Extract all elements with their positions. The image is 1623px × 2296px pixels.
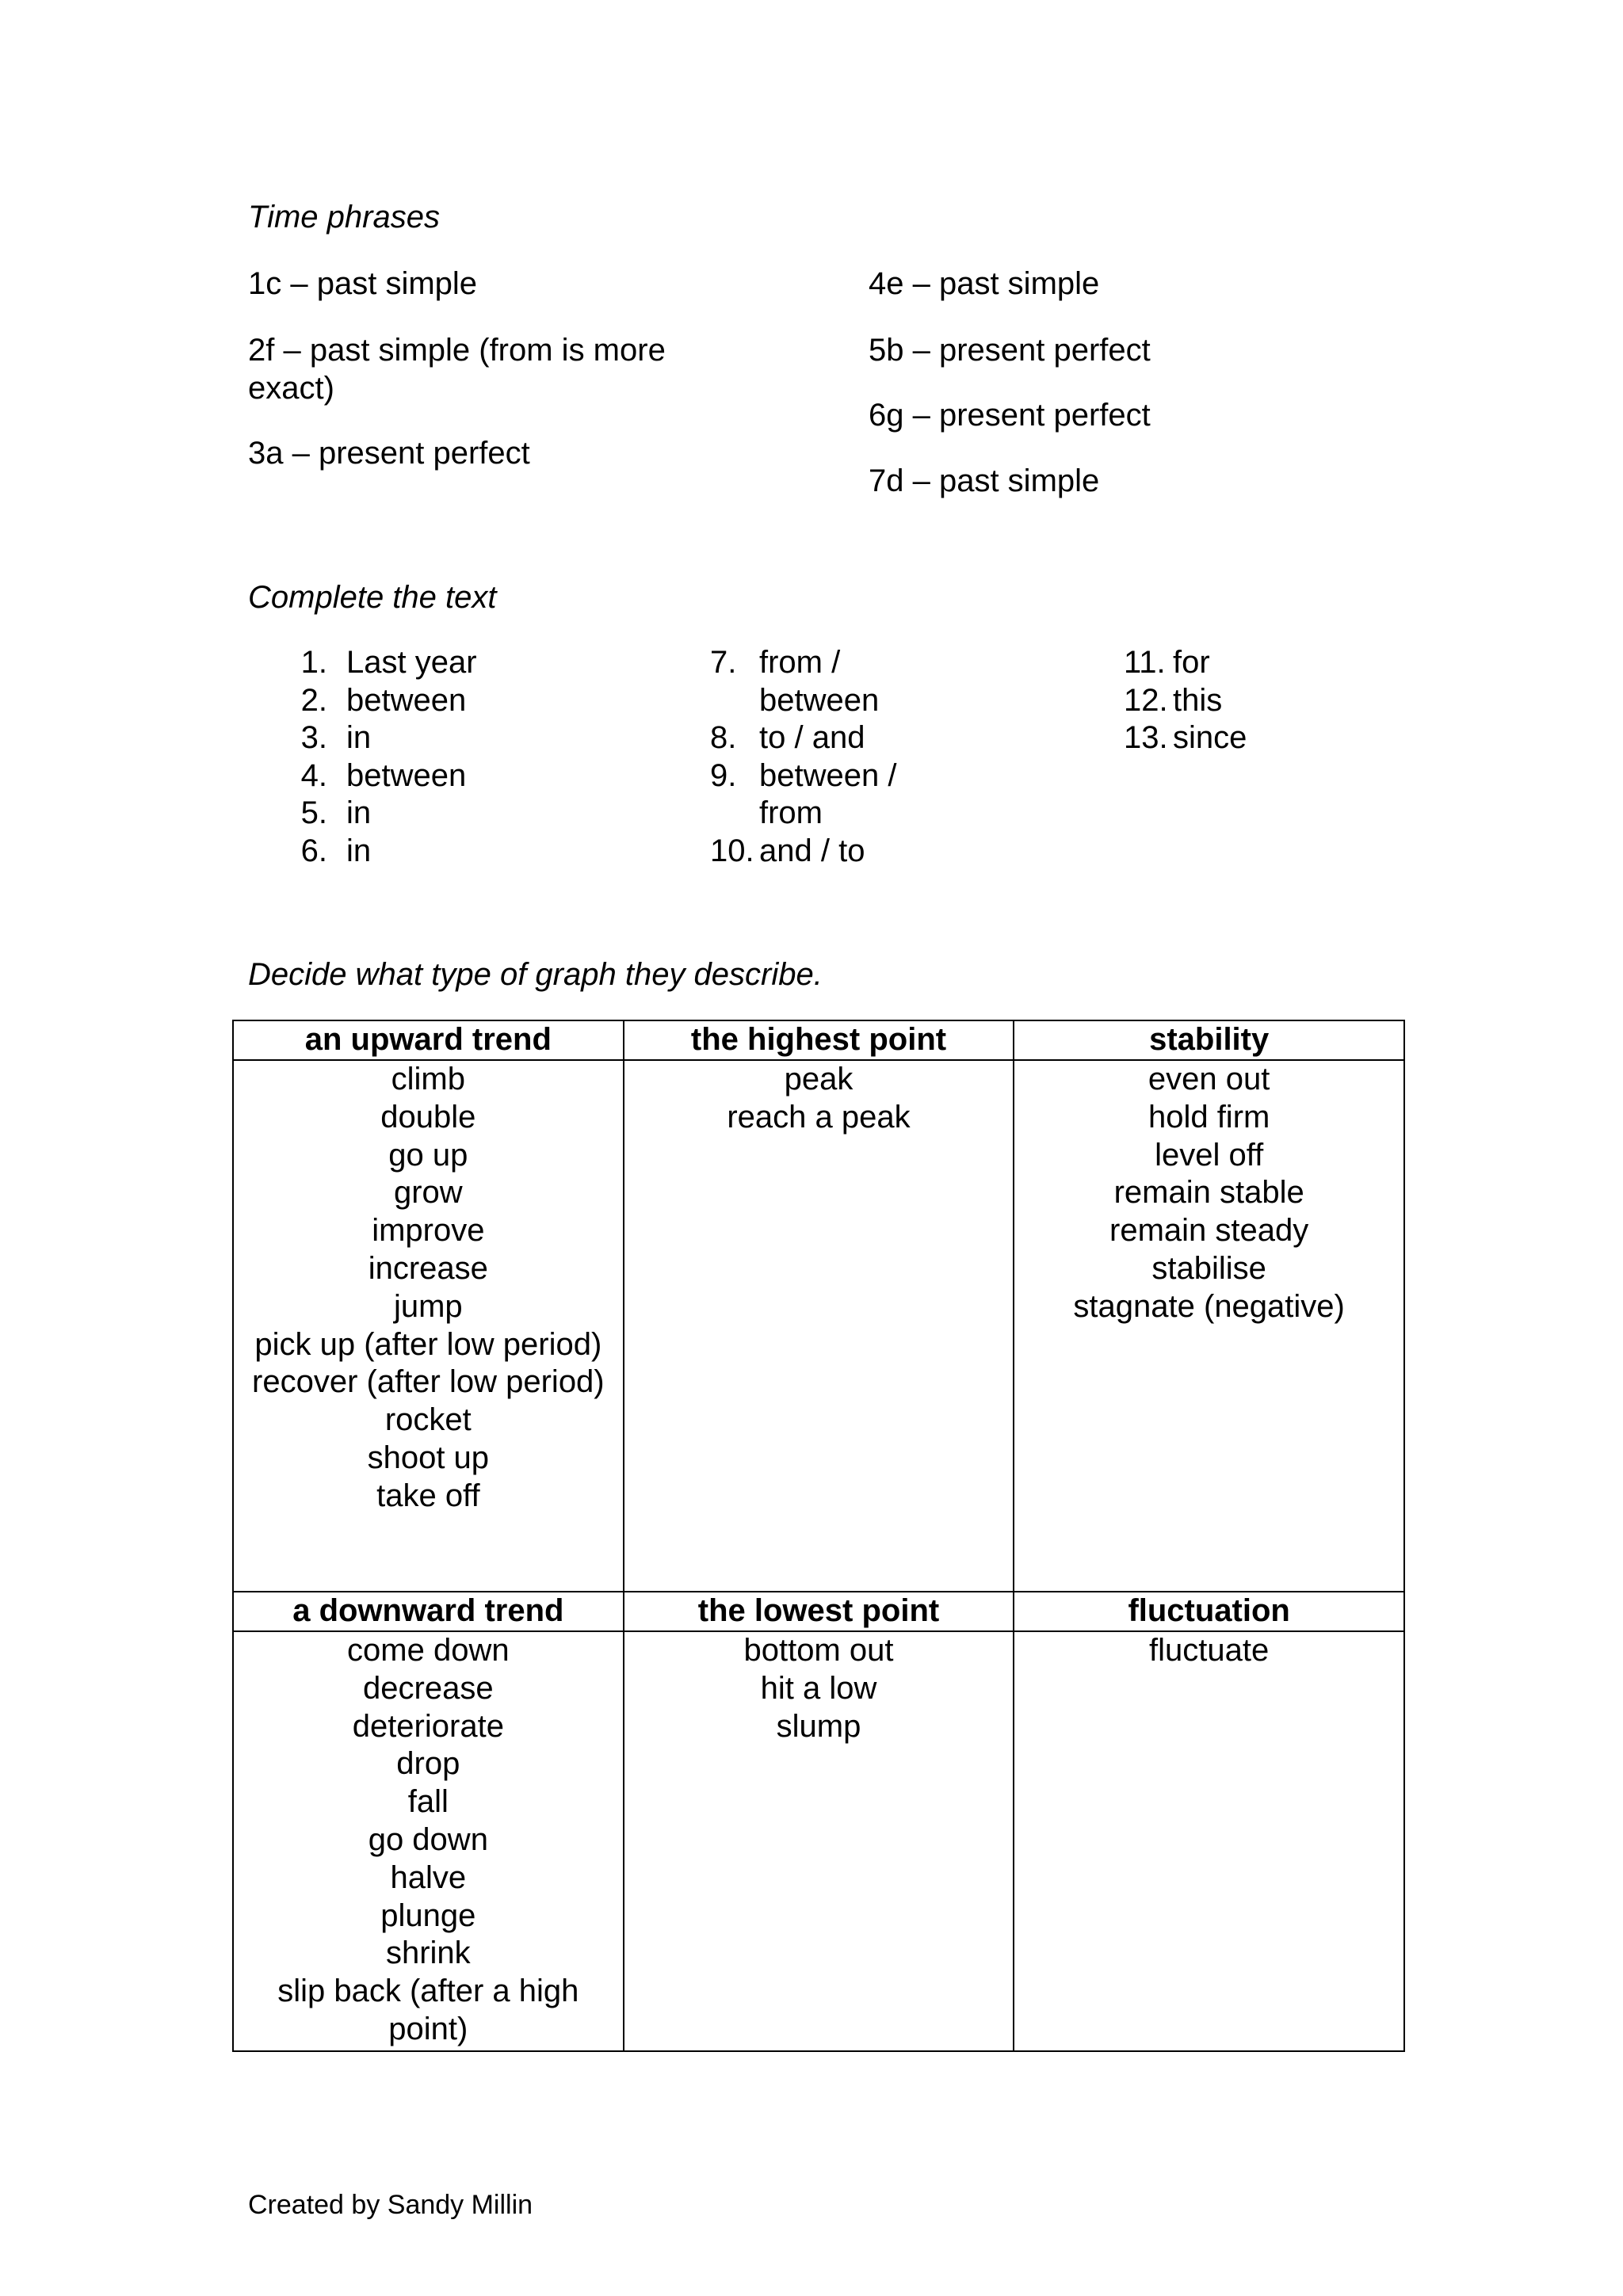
vocab-word: slump: [776, 1708, 861, 1744]
vocab-word: increase: [368, 1250, 488, 1286]
vocab-word: fall: [407, 1784, 449, 1820]
vocab-word: stabilise: [1151, 1250, 1266, 1286]
list-item: 7. from / between: [710, 645, 880, 718]
vocab-word: grow: [393, 1175, 463, 1211]
stability-cell: [1014, 1060, 1404, 1592]
vocab-word: go down: [368, 1821, 488, 1857]
vocab-word: improve: [372, 1213, 485, 1249]
vocab-word: come down: [347, 1633, 510, 1668]
vocab-word: jump: [393, 1288, 463, 1324]
time-phrase-item: 6g – present perfect: [869, 398, 1151, 433]
vocab-word: remain steady: [1109, 1213, 1309, 1249]
footer-credit: Created by Sandy Millin: [248, 2190, 533, 2220]
lowest-point-cell: [624, 1631, 1014, 2051]
time-phrase-item: 5b – present perfect: [869, 333, 1151, 368]
vocab-word: take off: [376, 1478, 480, 1513]
vocab-word: reach a peak: [727, 1099, 911, 1135]
list-item: 1. Last year: [300, 645, 477, 680]
vocab-word: recover (after low period): [252, 1364, 605, 1400]
vocab-word: go up: [388, 1137, 468, 1173]
list-item: 13. since: [1124, 720, 1247, 756]
vocab-word: decrease: [363, 1670, 494, 1706]
answer-list-col3: [1124, 644, 1361, 757]
column-header-downward-trend: a downward trend: [233, 1592, 624, 1631]
vocab-word: hold firm: [1148, 1099, 1270, 1135]
list-item: 4. between: [300, 757, 467, 793]
vocab-word: halve: [390, 1859, 467, 1895]
list-item: 10. and / to: [710, 833, 865, 868]
list-item: 12. this: [1124, 682, 1223, 718]
list-item: 2. between: [300, 682, 467, 718]
list-item: 5. in: [300, 795, 372, 831]
vocab-word: even out: [1148, 1062, 1270, 1097]
column-header-lowest-point: the lowest point: [624, 1592, 1014, 1631]
time-phrase-item: 2f – past simple (from is more exact): [248, 333, 666, 406]
vocab-word: peak: [784, 1062, 854, 1097]
vocab-word: bottom out: [743, 1633, 894, 1668]
answer-list-col1: [297, 644, 535, 871]
vocab-word: double: [380, 1099, 476, 1135]
list-item: 11. for: [1124, 645, 1210, 680]
column-header-fluctuation: fluctuation: [1014, 1592, 1404, 1631]
graph-vocabulary-table: [232, 1020, 1405, 2052]
answer-list-col2: [710, 644, 907, 871]
list-item: 3. in: [300, 720, 372, 756]
vocab-word: shrink: [385, 1936, 471, 1971]
vocab-word: plunge: [380, 1897, 476, 1933]
vocab-word: shoot up: [367, 1440, 490, 1475]
time-phrase-item: 1c – past simple: [248, 266, 478, 301]
vocab-word: hit a low: [760, 1670, 877, 1706]
vocab-word: level off: [1155, 1137, 1264, 1173]
vocab-word: pick up (after low period): [254, 1326, 602, 1362]
vocab-word: rocket: [384, 1402, 472, 1438]
downward-trend-cell: [233, 1631, 624, 2051]
vocab-word: slip back (after a high point): [277, 1974, 579, 2046]
highest-point-cell: [624, 1060, 1014, 1592]
vocab-word: drop: [396, 1746, 460, 1782]
time-phrase-item: 3a – present perfect: [248, 436, 530, 471]
graph-types-heading: Decide what type of graph they describe.: [248, 957, 823, 992]
list-item: 6. in: [300, 833, 372, 868]
time-phrase-item: 4e – past simple: [869, 266, 1100, 301]
column-header-highest-point: the highest point: [624, 1020, 1014, 1060]
upward-trend-cell: [233, 1060, 624, 1592]
vocab-word: fluctuate: [1149, 1633, 1270, 1668]
list-item: 9. between / from: [710, 757, 897, 831]
vocab-word: climb: [391, 1062, 465, 1097]
vocab-word: stagnate (negative): [1073, 1288, 1345, 1324]
vocab-word: remain stable: [1113, 1175, 1304, 1211]
column-header-upward-trend: an upward trend: [233, 1020, 624, 1060]
vocab-word: deteriorate: [352, 1708, 504, 1744]
time-phrases-heading: Time phrases: [248, 200, 440, 235]
complete-text-heading: Complete the text: [248, 580, 497, 615]
column-header-stability: stability: [1014, 1020, 1404, 1060]
fluctuation-cell: [1014, 1631, 1404, 2051]
time-phrase-item: 7d – past simple: [869, 463, 1100, 498]
list-item: 8. to / and: [710, 720, 865, 756]
